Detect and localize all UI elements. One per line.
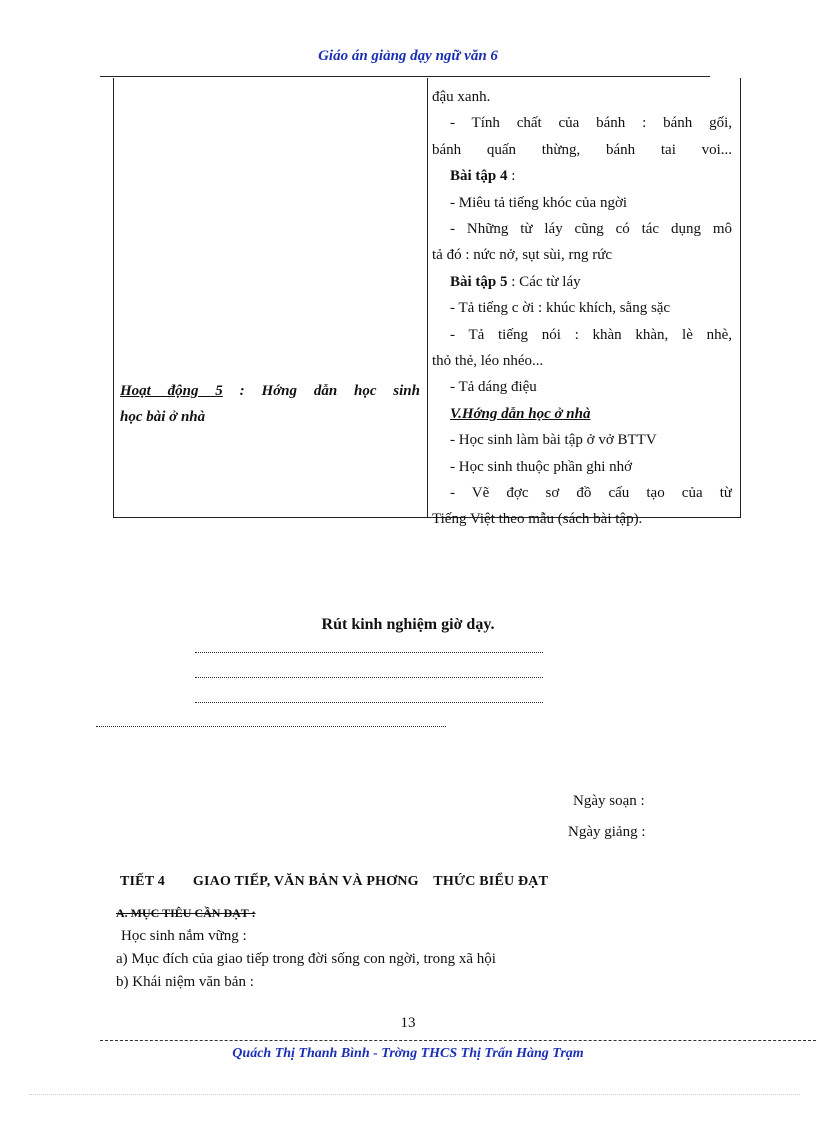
content-line: đậu xanh. (432, 89, 491, 105)
lesson-table (113, 78, 741, 528)
content-line: - Tả tiếng c ời : khúc khích, sằng sặc (450, 300, 671, 317)
bottom-dotted-line (30, 1094, 800, 1095)
dotted-line (195, 702, 543, 703)
lesson-heading (120, 874, 548, 890)
content-line: tả đó : nức nở, sụt sùi, rng rức (432, 247, 612, 264)
content-line: - Vẽ đợc sơ đồ cấu tạo của từ (450, 485, 732, 502)
teach-date-label: Ngày giảng : (568, 824, 646, 840)
exercise-5-line (432, 269, 732, 295)
exercise-4-heading: Bài tập 4 (450, 168, 508, 185)
content-line: - Học sinh làm bài tập ở vở BTTV (450, 432, 657, 449)
content-line: - Những từ láy cũng có tác dụng mô (450, 221, 732, 237)
header-rule (100, 76, 710, 77)
footer-rule (100, 1040, 816, 1041)
lesson-number: TIẾT 4 (120, 874, 165, 889)
dotted-line (195, 677, 543, 678)
dotted-line (195, 652, 543, 653)
content-line: Tiếng Việt theo mẫu (sách bài tập). (432, 511, 643, 528)
prep-date-label: Ngày soạn : (573, 793, 645, 809)
homework-heading: V.Hớng dẫn học ở nhà (450, 405, 591, 422)
objective-a: a) Mục đích của giao tiếp trong đời sống con ngời, trong xã hội (116, 951, 496, 967)
activity-text: : Hớng dẫn học sinh (222, 383, 420, 399)
lesson-title: GIAO TIẾP, VĂN BẢN VÀ PHƠNG THỨC BIỂU ĐẠT (192, 874, 549, 889)
activity-cell (120, 378, 420, 430)
content-line: - Tả dáng điệu (450, 379, 537, 396)
content-line: - Miêu tả tiếng khóc của ngời (450, 194, 628, 211)
content-line: : Các từ láy (507, 273, 581, 290)
intro-line: Học sinh nắm vững : (121, 928, 247, 944)
activity-text-line2: học bài ở nhà (120, 409, 206, 425)
section-a-heading: A. MỤC TIÊU CẦN ĐẠT : (116, 906, 256, 920)
content-line: - Tả tiếng nói : khàn khàn, lè nhè, (450, 326, 732, 343)
content-line: thỏ thẻ, léo nhéo... (432, 353, 544, 369)
content-line: bánh quấn thừng, bánh tai voi... (432, 141, 732, 158)
column-divider (427, 78, 428, 518)
content-cell (432, 84, 732, 533)
dotted-line (96, 726, 446, 727)
activity-label: Hoạt động 5 (120, 383, 223, 399)
page-number: 13 (400, 1015, 416, 1031)
review-title: Rút kinh nghiệm giờ dạy. (321, 616, 495, 633)
exercise-4-line (432, 163, 732, 189)
content-line: - Tính chất của bánh : bánh gối, (450, 115, 732, 132)
exercise-5-heading: Bài tập 5 (450, 273, 508, 290)
content-line: : (507, 168, 516, 185)
content-line: - Học sinh thuộc phần ghi nhớ (450, 458, 633, 475)
footer-author: Quách Thị Thanh Bình - Trờng THCS Thị Trấn Hàng Trạm (232, 1046, 584, 1061)
header-title: Giáo án giảng dạy ngữ văn 6 (318, 48, 498, 64)
objective-b: b) Khái niệm văn bản : (116, 974, 254, 990)
